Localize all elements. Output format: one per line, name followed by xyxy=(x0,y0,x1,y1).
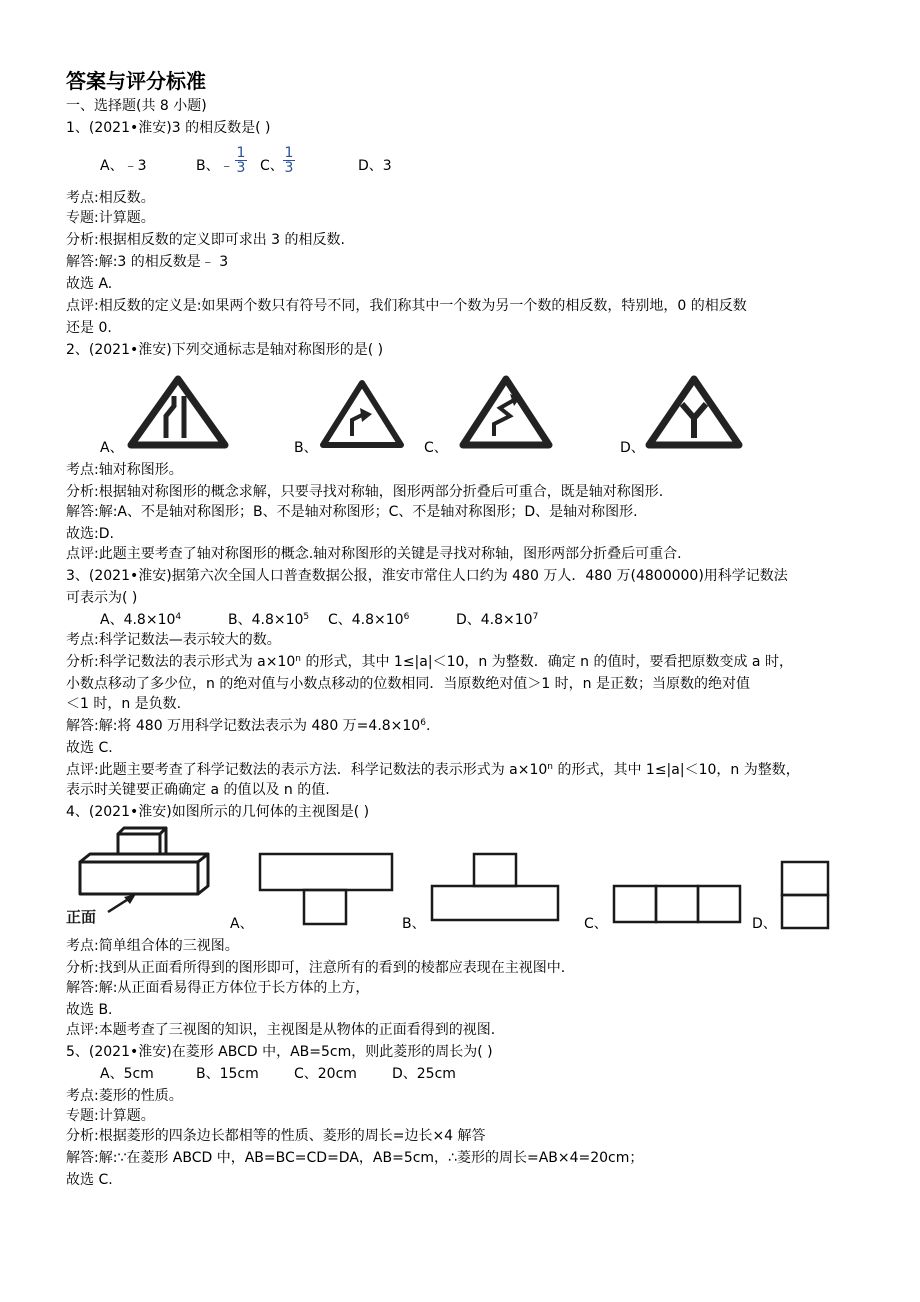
traffic-sign-b-image xyxy=(320,380,404,448)
front-label: 正面 xyxy=(66,908,97,926)
q5-jieda: 解答:解:∵在菱形 ABCD 中，AB=BC=CD=DA，AB=5cm，∴菱形的周长=AB×4=20cm； xyxy=(66,1150,644,1166)
q5-fenxi: 分析:根据菱形的四条边长都相等的性质、菱形的周长=边长×4 解答 xyxy=(66,1128,486,1144)
q3-fenxi-cont: 小数点移动了多少位，n 的绝对值与小数点移动的位数相同．当原数绝对值＞1 时，n 是正数；当原数的绝对值 xyxy=(66,676,751,692)
q3-stem: 3、(2021•淮安)据第六次全国人口普查数据公报，淮安市常住人口约为 480 万人．480 万(4800000)用科学记数法 xyxy=(66,568,788,584)
q4-guxuan: 故选 B. xyxy=(66,1002,113,1018)
q2-option-b: B、 xyxy=(294,440,318,456)
exponent: 6 xyxy=(403,612,410,622)
q2-fenxi: 分析:根据轴对称图形的概念求解，只要寻找对称轴，图形两部分折叠后可重合，既是轴对称图形. xyxy=(66,484,664,500)
option-text: D、4.8×10 xyxy=(456,612,533,628)
fraction-numerator: 1 xyxy=(284,145,294,161)
q4-dianping: 点评:本题考查了三视图的知识，主视图是从物体的正面看得到的视图. xyxy=(66,1022,496,1038)
q1-jieda: 解答:解:3 的相反数是﹣ 3 xyxy=(66,254,229,270)
q1-option-b-fraction xyxy=(234,146,248,175)
q5-option-b: B、15cm xyxy=(196,1066,259,1082)
q5-zhuanti: 专题:计算题。 xyxy=(66,1108,155,1124)
solid-figure-image xyxy=(66,826,212,930)
exponent: n xyxy=(295,654,302,664)
q3-stem-cont: 可表示为( ) xyxy=(66,590,138,606)
option-text: A、4.8×10 xyxy=(100,612,176,628)
page-title: 答案与评分标准 xyxy=(66,69,206,93)
exponent: 5 xyxy=(303,612,310,622)
q4-stem: 4、(2021•淮安)如图所示的几何体的主视图是( ) xyxy=(66,804,370,820)
exponent: 4 xyxy=(175,612,182,622)
q4-option-b: B、 xyxy=(402,916,426,932)
view-option-d-image xyxy=(780,860,830,930)
traffic-sign-c-image xyxy=(460,376,552,448)
q4-option-c: C、 xyxy=(584,916,608,932)
q3-option-a xyxy=(100,610,181,630)
q5-stem: 5、(2021•淮安)在菱形 ABCD 中，AB=5cm，则此菱形的周长为( ) xyxy=(66,1044,493,1060)
q1-guxuan: 故选 A. xyxy=(66,276,113,292)
q3-guxuan: 故选 C. xyxy=(66,740,113,756)
q1-option-c-fraction xyxy=(282,146,296,175)
q4-option-a: A、 xyxy=(230,916,254,932)
q1-fenxi: 分析:根据相反数的定义即可求出 3 的相反数. xyxy=(66,232,345,248)
text: 的形式，其中 1≤|a|＜10，n 为整数．确定 n 的值时，要看把原数变成 a 时， xyxy=(301,654,793,670)
exponent: n xyxy=(547,762,554,772)
exponent: 7 xyxy=(532,612,539,622)
q1-option-c: C、 xyxy=(260,158,284,174)
fraction-denominator: 3 xyxy=(236,160,246,176)
q2-dianping: 点评:此题主要考查了轴对称图形的概念.轴对称图形的关键是寻找对称轴，图形两部分折叠后可重合. xyxy=(66,546,682,562)
view-option-c-image xyxy=(612,884,742,924)
q4-jieda: 解答:解:从正面看易得正方体位于长方体的上方， xyxy=(66,980,370,996)
q3-fenxi-cont2: ＜1 时，n 是负数. xyxy=(66,696,182,712)
q4-option-d: D、 xyxy=(752,916,777,932)
q5-guxuan: 故选 C. xyxy=(66,1172,113,1188)
q3-kaodian: 考点:科学记数法—表示较大的数。 xyxy=(66,632,281,648)
option-text: C、4.8×10 xyxy=(328,612,404,628)
q1-dianping: 点评:相反数的定义是:如果两个数只有符号不同，我们称其中一个数为另一个数的相反数，特别地，0 的相反数 xyxy=(66,298,747,314)
q2-kaodian: 考点:轴对称图形。 xyxy=(66,462,183,478)
text: 解答:解:将 480 万用科学记数法表示为 480 万=4.8×10 xyxy=(66,718,421,734)
q1-stem: 1、(2021•淮安)3 的相反数是( ) xyxy=(66,120,271,136)
fraction-numerator: 1 xyxy=(236,145,246,161)
option-text: B、4.8×10 xyxy=(228,612,304,628)
exponent: 6 xyxy=(420,718,426,728)
q5-option-d: D、25cm xyxy=(392,1066,456,1082)
q1-option-d: D、3 xyxy=(358,158,392,174)
q1-option-b: B、﹣ xyxy=(196,158,234,174)
q3-option-c xyxy=(328,610,409,630)
q5-kaodian: 考点:菱形的性质。 xyxy=(66,1088,183,1104)
q3-jieda xyxy=(66,716,430,736)
q3-option-b xyxy=(228,610,309,630)
q2-stem: 2、(2021•淮安)下列交通标志是轴对称图形的是( ) xyxy=(66,342,384,358)
q2-option-c: C、 xyxy=(424,440,448,456)
q4-kaodian: 考点:简单组合体的三视图。 xyxy=(66,938,239,954)
q3-dianping-cont: 表示时关键要正确确定 a 的值以及 n 的值. xyxy=(66,782,330,798)
text: . xyxy=(425,718,431,734)
q1-option-a: A、﹣3 xyxy=(100,158,147,174)
q5-option-a: A、5cm xyxy=(100,1066,154,1082)
traffic-sign-d-image xyxy=(646,376,742,448)
q3-dianping xyxy=(66,760,800,780)
q2-guxuan: 故选:D. xyxy=(66,526,114,542)
text: 分析:科学记数法的表示形式为 a×10 xyxy=(66,654,296,670)
section-heading: 一、选择题(共 8 小题) xyxy=(66,98,207,114)
q1-kaodian: 考点:相反数。 xyxy=(66,190,155,206)
q3-fenxi xyxy=(66,652,793,672)
view-option-b-image xyxy=(430,852,560,922)
q5-option-c: C、20cm xyxy=(294,1066,357,1082)
text: 的形式，其中 1≤|a|＜10，n 为整数， xyxy=(553,762,800,778)
view-option-a-image xyxy=(258,852,394,926)
q2-jieda: 解答:解:A、不是轴对称图形；B、不是轴对称图形；C、不是轴对称图形；D、是轴对称图形. xyxy=(66,504,638,520)
text: 点评:此题主要考查了科学记数法的表示方法．科学记数法的表示形式为 a×10 xyxy=(66,762,548,778)
q4-fenxi: 分析:找到从正面看所得到的图形即可，注意所有的看到的棱都应表现在主视图中. xyxy=(66,960,566,976)
q2-option-a: A、 xyxy=(100,440,124,456)
q1-zhuanti: 专题:计算题。 xyxy=(66,210,155,226)
q2-option-d: D、 xyxy=(620,440,645,456)
q3-option-d xyxy=(456,610,538,630)
traffic-sign-a-image xyxy=(128,376,228,448)
q1-dianping-cont: 还是 0. xyxy=(66,320,112,336)
fraction-denominator: 3 xyxy=(284,160,294,176)
